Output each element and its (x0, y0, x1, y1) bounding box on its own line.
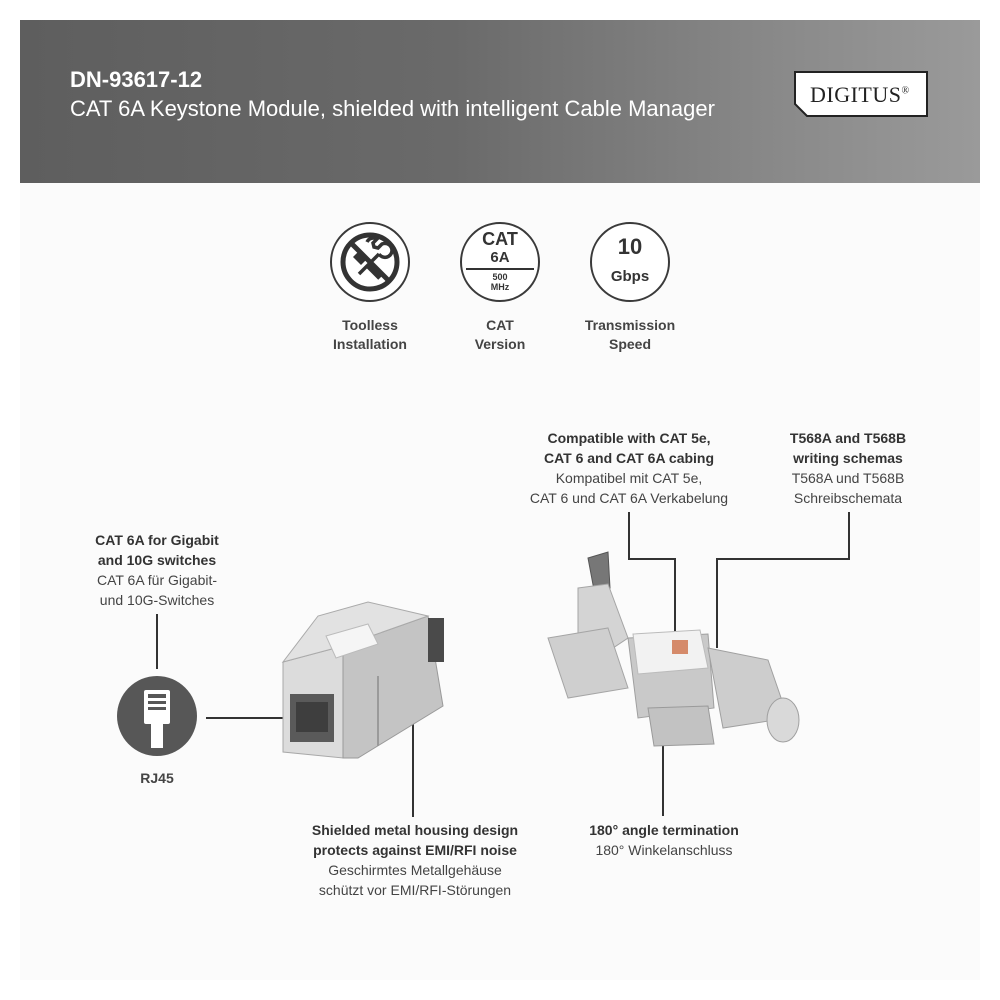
annotation-compatibility: Compatible with CAT 5e, CAT 6 and CAT 6A cabing Kompatibel mit CAT 5e, CAT 6 und CAT 6A Verkabelung (529, 430, 729, 506)
callout-line (848, 512, 850, 560)
logo-text: DIGITUS® (810, 82, 910, 107)
feature-speed-label: Transmission Speed (584, 317, 676, 352)
product-subtitle: CAT 6A Keystone Module, shielded with intelligent Cable Manager (70, 96, 715, 121)
feature-cat-label: CAT Version (474, 317, 526, 352)
rj45-label: RJ45 (140, 770, 174, 786)
product-code: DN-93617-12 (70, 67, 203, 92)
annotation-shield: Shielded metal housing design protects against EMI/RFI noise Geschirmtes Metallgehäuse schützt vor EMI/RFI-Störungen (311, 822, 519, 898)
feature-toolless-label: Toolless Installation (333, 317, 407, 352)
annotation-t568: T568A and T568B writing schemas T568A und T568B Schreibschemata (789, 430, 907, 506)
keystone-module-closed-image (278, 596, 458, 766)
feature-toolless (300, 222, 440, 354)
annotation-angle: 180° angle termination 180° Winkelanschluss (589, 822, 739, 858)
callout-line (206, 717, 286, 719)
feature-speed (560, 222, 700, 354)
wrench-screwdriver-crossed-icon (330, 222, 410, 302)
annotation-gigabit: CAT 6A for Gigabit and 10G switches CAT 6A für Gigabit- und 10G-Switches (95, 532, 219, 608)
callout-line (156, 614, 158, 669)
feature-cat-version (430, 222, 570, 354)
speed-badge-icon: 10 Gbps (590, 222, 670, 302)
cat6a-badge-icon: CAT 6A 500 MHz (460, 222, 540, 302)
rj45-plug-icon (117, 676, 197, 756)
keystone-module-open-image (538, 548, 800, 748)
